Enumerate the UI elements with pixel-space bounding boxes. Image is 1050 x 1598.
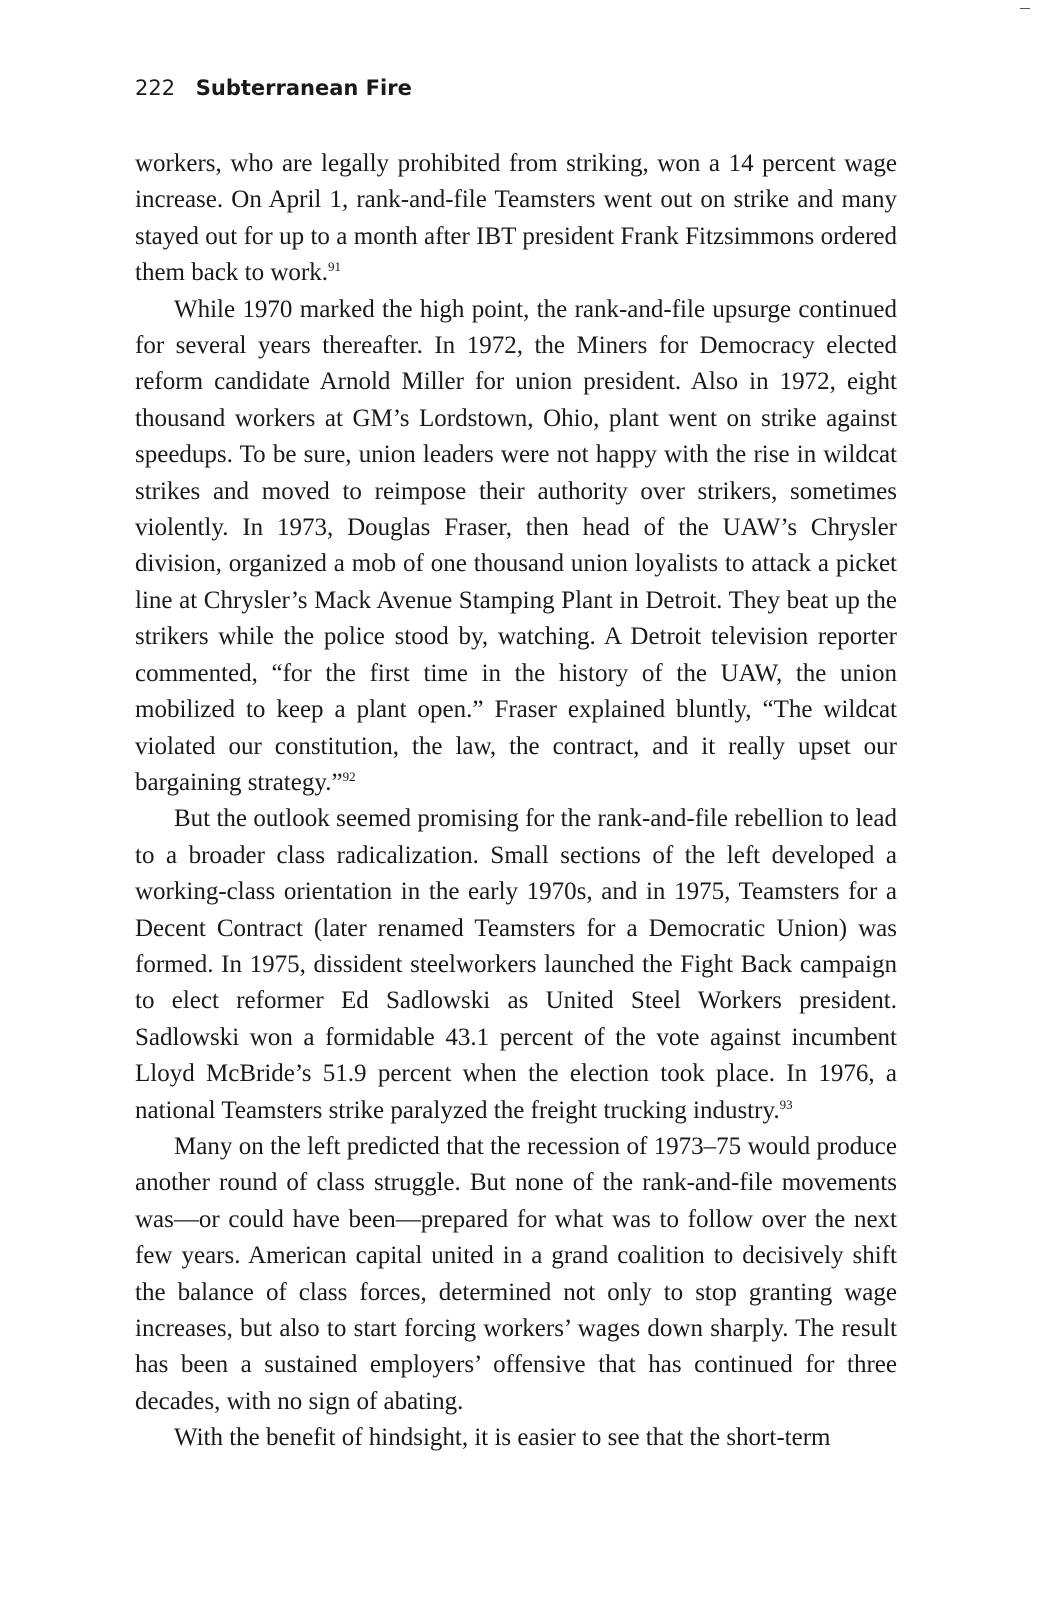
page-header (135, 76, 412, 100)
paragraph (135, 146, 897, 292)
footnote-ref: 92 (342, 768, 356, 784)
paragraph (135, 1420, 897, 1456)
paragraph-text: But the outlook seemed promising for the rank-and-file rebellion to lead to a broader class radicalization. Small sections of the left developed a working-class orientation in the early 1970s, and in 1975, Teamsters for a Decent Contract (later renamed Teamsters for a Democratic Union) was formed. In 1975, dissident steelworkers launched the Fight Back campaign to elect reformer Ed Sadlowski as United Steel Workers president. Sadlowski won a formidable 43.1 percent of the vote against incumbent Lloyd McBride’s 51.9 percent when the election took place. In 1976, a national Teamsters strike paralyzed the freight trucking industry. (135, 805, 897, 1124)
paragraph (135, 801, 897, 1129)
paragraph-text: While 1970 marked the high point, the rank-and-file upsurge continued for several years thereafter. In 1972, the Miners for Democracy elected reform candidate Arnold Miller for union president. Also in 1972, eight thousand workers at GM’s Lordstown, Ohio, plant went on strike against speedups. To be sure, union leaders were not happy with the rise in wildcat strikes and moved to reimpose their authority over strikers, sometimes violently. In 1973, Douglas Fraser, then head of the UAW’s Chrysler division, organized a mob of one thousand union loyalists to attack a picket line at Chrysler’s Mack Avenue Stamping Plant in Detroit. They beat up the strikers while the police stood by, watching. A Detroit television reporter commented, “for the first time in the history of the UAW, the union mobilized to keep a plant open.” Fraser explained bluntly, “The wildcat violated our constitution, the law, the contract, and it really upset our bargaining strategy.” (135, 295, 897, 796)
paragraph (135, 1129, 897, 1420)
corner-scan-mark (1020, 8, 1030, 9)
running-title: Subterranean Fire (195, 76, 412, 100)
paragraph-text: Many on the left predicted that the recession of 1973–75 would produce another round of class struggle. But none of the rank-and-file movements was—or could have been—prepared for what was to follow over the next few years. American capital united in a grand coalition to decisively shift the balance of class forces, determined not only to stop granting wage increases, but also to start forcing workers’ wages down sharply. The result has been a sustained employers’ offensive that has continued for three decades, with no sign of abating. (135, 1132, 897, 1415)
paragraph (135, 292, 897, 802)
page-body (135, 146, 897, 1457)
page-number: 222 (135, 76, 176, 100)
paragraph-text: With the benefit of hindsight, it is easier to see that the short-term (174, 1424, 831, 1452)
footnote-ref: 91 (328, 259, 342, 275)
footnote-ref: 93 (779, 1096, 793, 1112)
paragraph-text: workers, who are legally prohibited from striking, won a 14 percent wage increase. On April 1, rank-and-file Teamsters went out on strike and many stayed out for up to a month after IBT president Frank Fitzsimmons ordered them back to work. (135, 150, 897, 287)
